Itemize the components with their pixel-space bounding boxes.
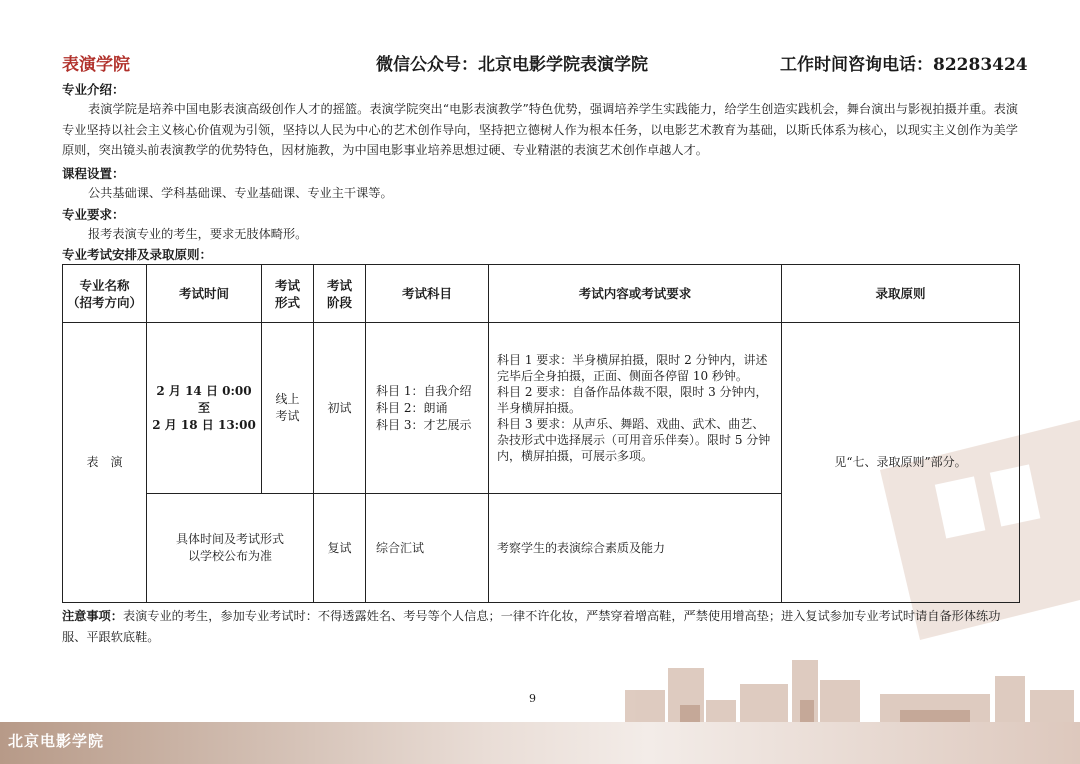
header-content: 考试内容或考试要求: [489, 265, 782, 323]
cell-time-round1: [147, 323, 262, 494]
cell-time-form-round2: 具体时间及考试形式 以学校公布为准: [147, 494, 314, 603]
requirements-body: 报考表演专业的考生，要求无肢体畸形。: [88, 227, 308, 241]
time-end: 2 月 18 日 13:00: [152, 417, 256, 432]
subject-item: 科目 3：才艺展示: [376, 417, 472, 432]
cell-requirement-round2: 考察学生的表演综合素质及能力: [489, 494, 782, 603]
cell-stage-round1: 初试: [314, 323, 366, 494]
cell-major: 表 演: [63, 323, 147, 603]
courses-text: [62, 183, 1018, 204]
exam-arrangement-title: 专业考试安排及录取原则：: [62, 247, 213, 262]
footer-logo: 北京电影学院: [8, 732, 105, 750]
courses-body: 公共基础课、学科基础课、专业基础课、专业主干课等。: [88, 186, 393, 200]
cell-form-round1: 线上 考试: [262, 323, 314, 494]
intro-text: [62, 99, 1018, 161]
page-number: 9: [529, 692, 536, 705]
requirements-text: [62, 224, 1018, 245]
requirements-title: 专业要求：: [62, 207, 125, 222]
header-time: 考试时间: [147, 265, 262, 323]
requirement-item: 科目 3 要求：从声乐、舞蹈、戏曲、武术、曲艺、杂技形式中选择展示（可用音乐伴奏）。限时 5 分钟内，横屏拍摄，可展示多项。: [497, 417, 771, 463]
exam-table: [62, 264, 1020, 603]
courses-title: 课程设置：: [62, 166, 125, 181]
header-admission: 录取原则: [782, 265, 1020, 323]
table-row-preliminary: [63, 323, 1020, 494]
cell-subject-round2: 综合汇试: [366, 494, 489, 603]
cell-requirements-round1: [489, 323, 782, 494]
notice: [62, 606, 1018, 648]
consult-phone: 工作时间咨询电话：82283424: [780, 55, 1028, 75]
footer-bar: [0, 722, 1080, 764]
school-name: 表演学院: [62, 55, 130, 75]
table-header-row: [63, 265, 1020, 323]
time-start: 2 月 14 日 0:00: [156, 383, 252, 398]
cell-stage-round2: 复试: [314, 494, 366, 603]
header-form: 考试 形式: [262, 265, 314, 323]
intro-title: 专业介绍：: [62, 82, 125, 97]
subject-item: 科目 1：自我介绍: [376, 383, 472, 398]
header-major: 专业名称 （招考方向）: [63, 265, 147, 323]
cell-admission: 见“七、录取原则”部分。: [782, 323, 1020, 603]
requirement-item: 科目 1 要求：半身横屏拍摄，限时 2 分钟内，讲述完毕后全身拍摄，正面、侧面各停留 10 秒钟。: [497, 353, 768, 383]
cell-subjects-round1: [366, 323, 489, 494]
requirement-item: 科目 2 要求：自备作品体裁不限，限时 3 分钟内，半身横屏拍摄。: [497, 385, 768, 415]
intro-body: 表演学院是培养中国电影表演高级创作人才的摇篮。表演学院突出“电影表演教学”特色优势，强调培养学生实践能力，给学生创造实践机会，舞台演出与影视拍摄并重。表演专业坚持以社会主义核心价值观为引领，坚持以人民为中心的艺术创作导向，坚持把立德树人作为根本任务，以电影艺术教育为基础，以斯氏体系为核心，以现实主义创作为美学原则，突出镜头前表演教学的优势特色，因材施教，为中国电影事业培养思想过硬、专业精湛的表演艺术创作卓越人才。: [62, 102, 1018, 157]
header-subject: 考试科目: [366, 265, 489, 323]
subject-item: 科目 2：朗诵: [376, 400, 448, 415]
header-stage: 考试 阶段: [314, 265, 366, 323]
notice-text: 表演专业的考生，参加专业考试时：不得透露姓名、考号等个人信息；一律不许化妆，严禁穿着增高鞋，严禁使用增高垫；进入复试参加专业考试时请自备形体练功服、平跟软底鞋。: [62, 609, 1001, 644]
time-to: 至: [197, 400, 210, 415]
notice-label: 注意事项：: [62, 609, 123, 623]
wechat-account: 微信公众号：北京电影学院表演学院: [376, 55, 648, 75]
